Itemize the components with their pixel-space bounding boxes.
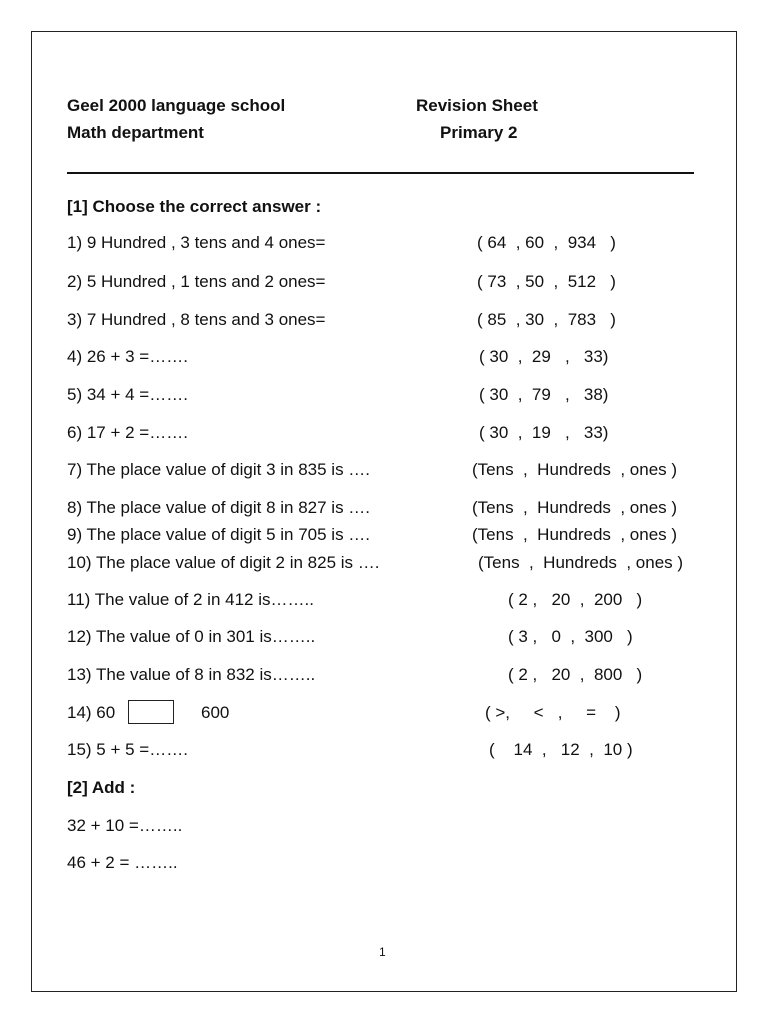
question-6: 6) 17 + 2 =……. <box>67 423 188 442</box>
question-13: 13) The value of 8 in 832 is…….. <box>67 665 316 684</box>
question-1-options: ( 64 , 60 , 934 ) <box>477 233 616 252</box>
question-15: 15) 5 + 5 =……. <box>67 740 188 759</box>
question-6-options: ( 30 , 19 , 33) <box>479 423 609 442</box>
add-item-1: 32 + 10 =…….. <box>67 816 183 835</box>
question-15-options: ( 14 , 12 , 10 ) <box>489 740 633 759</box>
department-name: Math department <box>67 123 204 142</box>
question-11: 11) The value of 2 in 412 is…….. <box>67 590 314 609</box>
question-8: 8) The place value of digit 8 in 827 is …. <box>67 498 371 517</box>
question-2-options: ( 73 , 50 , 512 ) <box>477 272 616 291</box>
question-10: 10) The place value of digit 2 in 825 is …. <box>67 553 380 572</box>
question-9-options: (Tens , Hundreds , ones ) <box>472 525 678 544</box>
question-4: 4) 26 + 3 =……. <box>67 347 188 366</box>
question-12: 12) The value of 0 in 301 is…….. <box>67 627 316 646</box>
question-14: 14) 60 <box>67 703 116 722</box>
question-2: 2) 5 Hundred , 1 tens and 2 ones= <box>67 272 326 291</box>
section1-title: [1] Choose the correct answer : <box>67 197 322 216</box>
question-12-options: ( 3 , 0 , 300 ) <box>508 627 633 646</box>
question-3-options: ( 85 , 30 , 783 ) <box>477 310 616 329</box>
question-9: 9) The place value of digit 5 in 705 is …. <box>67 525 371 544</box>
sheet-title: Revision Sheet <box>416 96 538 115</box>
question-3: 3) 7 Hundred , 8 tens and 3 ones= <box>67 310 326 329</box>
question-7-options: (Tens , Hundreds , ones ) <box>472 460 678 479</box>
question-14-options: ( >, < , = ) <box>485 703 621 722</box>
add-item-2: 46 + 2 = …….. <box>67 853 178 872</box>
question-8-options: (Tens , Hundreds , ones ) <box>472 498 678 517</box>
question-1: 1) 9 Hundred , 3 tens and 4 ones= <box>67 233 326 252</box>
comparison-answer-box[interactable] <box>128 700 174 724</box>
question-13-options: ( 2 , 20 , 800 ) <box>508 665 643 684</box>
question-5: 5) 34 + 4 =……. <box>67 385 188 404</box>
header-divider <box>67 172 694 174</box>
question-7: 7) The place value of digit 3 in 835 is …. <box>67 460 371 479</box>
page-number: 1 <box>379 945 386 959</box>
question-14-right-value: 600 <box>201 703 230 722</box>
section2-title: [2] Add : <box>67 778 136 797</box>
question-11-options: ( 2 , 20 , 200 ) <box>508 590 643 609</box>
question-10-options: (Tens , Hundreds , ones ) <box>478 553 684 572</box>
question-5-options: ( 30 , 79 , 38) <box>479 385 609 404</box>
grade-label: Primary 2 <box>440 123 518 142</box>
question-4-options: ( 30 , 29 , 33) <box>479 347 609 366</box>
school-name: Geel 2000 language school <box>67 96 286 115</box>
